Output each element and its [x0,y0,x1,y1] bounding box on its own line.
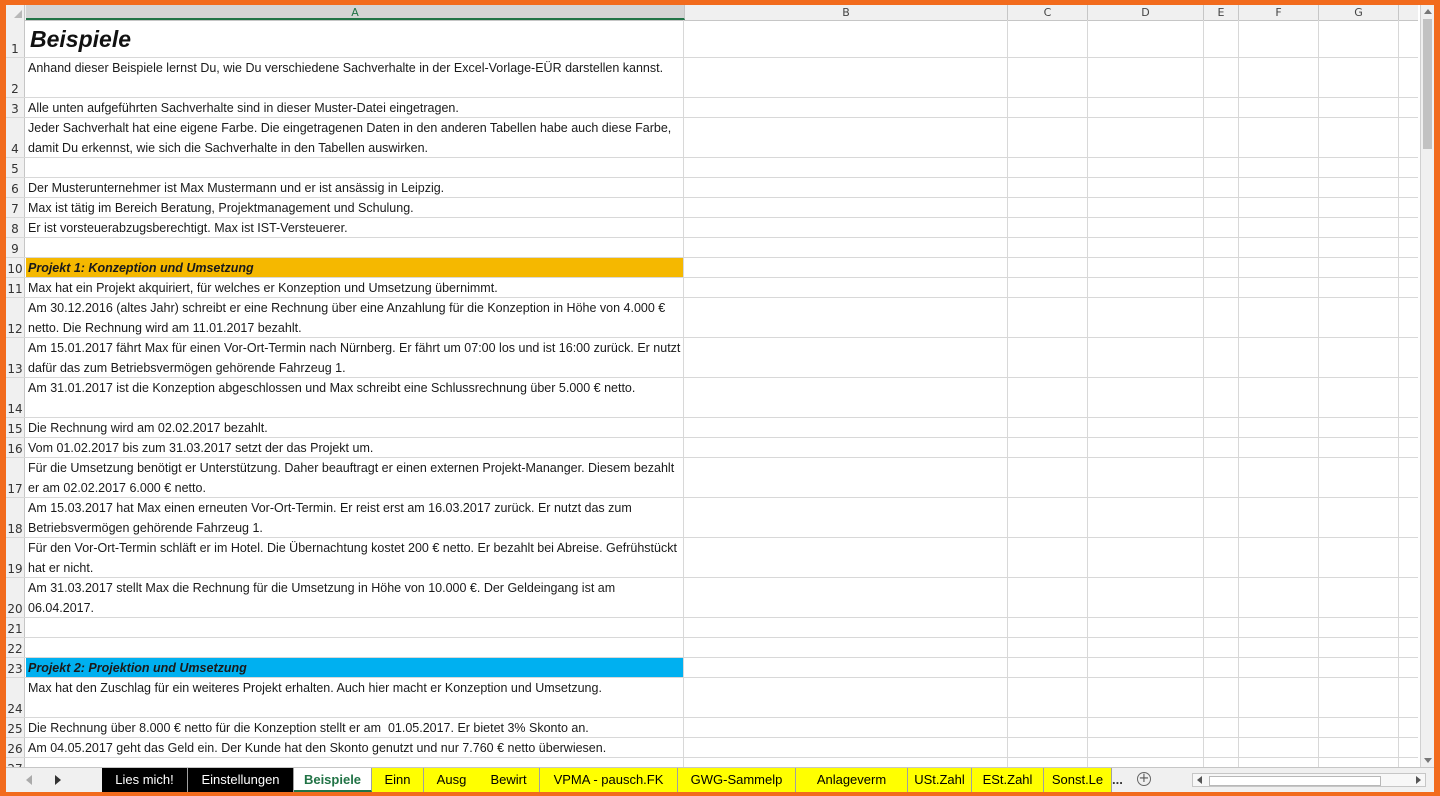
gridline [1238,718,1239,737]
gridline [1087,678,1088,717]
gridline [1203,98,1204,117]
gridline [1318,578,1319,617]
row-header[interactable]: 3 [6,98,25,117]
gridline [1203,638,1204,657]
gridline [1087,20,1088,57]
row-header[interactable]: 19 [6,538,25,577]
sheet-row [6,678,1418,718]
column-header-b[interactable]: B [685,5,1008,20]
gridline [1318,278,1319,297]
gridline [1238,418,1239,437]
cell-a[interactable]: Am 31.01.2017 ist die Konzeption abgeschlossen und Max schreibt eine Schlussrechnung über 5.000 € netto. [26,378,684,417]
gridline [1203,258,1204,277]
gridline [1398,20,1399,57]
row-header[interactable]: 7 [6,198,25,217]
row-header[interactable]: 13 [6,338,25,377]
cell-a[interactable] [26,638,684,657]
column-header-c[interactable]: C [1008,5,1088,20]
gridline [1007,618,1008,637]
gridline [1007,578,1008,617]
gridline [1318,238,1319,257]
gridline [1398,238,1399,257]
sheet-rows [6,20,1418,778]
gridline [1087,338,1088,377]
gridline [1398,578,1399,617]
gridline [1087,378,1088,417]
gridline [1203,20,1204,57]
row-header[interactable]: 12 [6,298,25,337]
gridline [1318,638,1319,657]
gridline [1203,618,1204,637]
cell-a[interactable]: Die Rechnung über 8.000 € netto für die Konzeption stellt er am 01.05.2017. Er bietet 3% Skonto an. [26,718,684,737]
gridline [1087,118,1088,157]
sheet-row [6,198,1418,218]
sheet-tab[interactable]: Beispiele [294,768,372,792]
gridline [1203,338,1204,377]
gridline [1203,118,1204,157]
gridline [1087,658,1088,677]
gridline [1398,678,1399,717]
gridline [1318,498,1319,537]
gridline [1318,338,1319,377]
select-all-corner[interactable] [6,5,25,20]
cell-a[interactable]: Am 30.12.2016 (altes Jahr) schreibt er eine Rechnung über eine Anzahlung für die Konzeption in Höhe von 4.000 € netto. Die Rechnung wird am 11.01.2017 bezahlt. [26,298,684,337]
row-header[interactable]: 6 [6,178,25,197]
gridline [1398,538,1399,577]
cell-a[interactable] [26,158,684,177]
sheet-row [6,418,1418,438]
gridline [1238,58,1239,97]
gridline [1087,258,1088,277]
gridline [1398,298,1399,337]
gridline [1398,618,1399,637]
sheet-tab[interactable]: GWG-Sammelp [678,768,796,792]
gridline [1238,218,1239,237]
gridline [1203,298,1204,337]
cell-a[interactable] [26,238,684,257]
vertical-scroll-thumb[interactable] [1423,19,1432,149]
add-sheet-icon[interactable]: + [1138,771,1150,786]
gridline [1087,238,1088,257]
gridline [1238,20,1239,57]
sheet-row [6,638,1418,658]
sheet-row [6,378,1418,418]
gridline [1087,578,1088,617]
gridline [1398,158,1399,177]
gridline [1087,438,1088,457]
gridline [1238,258,1239,277]
gridline [1238,118,1239,157]
gridline [1318,118,1319,157]
gridline [1203,438,1204,457]
gridline [1398,418,1399,437]
gridline [1007,458,1008,497]
cell-a[interactable]: Am 04.05.2017 geht das Geld ein. Der Kunde hat den Skonto genutzt und nur 7.760 € netto überwiesen. [26,738,684,757]
gridline [1007,98,1008,117]
gridline [1007,158,1008,177]
gridline [1203,198,1204,217]
gridline [1203,738,1204,757]
gridline [1318,738,1319,757]
column-header-g[interactable]: G [1319,5,1399,20]
row-header[interactable]: 11 [6,278,25,297]
cell-a[interactable]: Vom 01.02.2017 bis zum 31.03.2017 setzt der das Projekt um. [26,438,684,457]
gridline [1087,278,1088,297]
sheet-row [6,158,1418,178]
gridline [1238,198,1239,217]
gridline [1318,658,1319,677]
sheet-row [6,718,1418,738]
gridline [1007,278,1008,297]
gridline [1007,20,1008,57]
gridline [1087,538,1088,577]
gridline [1398,118,1399,157]
sheet-row [6,98,1418,118]
sheet-tab[interactable]: Einstellungen [188,768,294,792]
gridline [1087,718,1088,737]
sheet-tab-bar [6,767,1434,792]
gridline [1007,178,1008,197]
gridline [1087,198,1088,217]
gridline [1318,618,1319,637]
gridline [1203,418,1204,437]
section-heading-cell[interactable]: Projekt 1: Konzeption und Umsetzung [26,258,684,277]
horizontal-scrollbar[interactable] [1192,773,1426,787]
gridline [1398,338,1399,377]
sheet-row [6,258,1418,278]
cell-a[interactable]: Alle unten aufgeführten Sachverhalte sind in dieser Muster-Datei eingetragen. [26,98,684,117]
cell-a[interactable]: Der Musterunternehmer ist Max Mustermann und er ist ansässig in Leipzig. [26,178,684,197]
gridline [1007,298,1008,337]
gridline [1398,258,1399,277]
gridline [1238,578,1239,617]
scroll-right-icon[interactable] [1416,776,1421,784]
row-header[interactable]: 4 [6,118,25,157]
gridline [1087,458,1088,497]
gridline [1007,58,1008,97]
cell-a[interactable]: Für den Vor-Ort-Termin schläft er im Hotel. Die Übernachtung kostet 200 € netto. Er bezahlt bei Abreise. Gefrühstückt hat er nicht. [26,538,684,577]
gridline [1087,218,1088,237]
gridline [1318,538,1319,577]
row-header[interactable]: 22 [6,638,25,657]
gridline [1398,458,1399,497]
gridline [1318,378,1319,417]
sheet-row [6,498,1418,538]
gridline [1318,418,1319,437]
gridline [1203,498,1204,537]
gridline [1087,738,1088,757]
scroll-up-icon[interactable] [1424,9,1432,14]
next-sheet-icon[interactable] [55,775,61,785]
gridline [1238,98,1239,117]
gridline [1398,718,1399,737]
sheet-row [6,20,1418,58]
gridline [1238,338,1239,377]
gridline [1203,278,1204,297]
gridline [1398,438,1399,457]
gridline [1398,378,1399,417]
more-sheets-button[interactable]: ... [1112,772,1123,787]
gridline [1007,418,1008,437]
row-header[interactable]: 21 [6,618,25,637]
gridline [1238,678,1239,717]
row-header[interactable]: 14 [6,378,25,417]
gridline [1238,618,1239,637]
sheet-row [6,298,1418,338]
gridline [1318,298,1319,337]
sheet-tab[interactable]: Sonst.Le [1044,768,1112,792]
sheet-row [6,238,1418,258]
gridline [1238,298,1239,337]
sheet-tab[interactable]: ESt.Zahl [972,768,1044,792]
column-header-bar [6,5,1418,21]
row-header[interactable]: 1 [6,20,25,57]
gridline [1238,378,1239,417]
gridline [1398,738,1399,757]
gridline [1398,58,1399,97]
gridline [1318,258,1319,277]
cell-a[interactable]: Jeder Sachverhalt hat eine eigene Farbe. Die eingetragenen Daten in den anderen Tabellen habe auch diese Farbe, damit Du erkennst, wie sich die Sachverhalte in den Tabellen auswirken. [26,118,684,157]
cell-a[interactable] [26,618,684,637]
gridline [1318,218,1319,237]
cell-a[interactable]: Max hat ein Projekt akquiriert, für welches er Konzeption und Umsetzung übernimmt. [26,278,684,297]
sheet-tab[interactable]: Ausg [424,768,480,792]
gridline [1318,178,1319,197]
row-header[interactable]: 5 [6,158,25,177]
gridline [1318,58,1319,97]
gridline [1238,638,1239,657]
gridline [1007,258,1008,277]
gridline [1318,678,1319,717]
row-header[interactable]: 2 [6,58,25,97]
sheet-row [6,338,1418,378]
horizontal-scroll-thumb[interactable] [1209,776,1381,786]
gridline [1087,498,1088,537]
row-header[interactable]: 16 [6,438,25,457]
row-header[interactable]: 9 [6,238,25,257]
row-header[interactable]: 15 [6,418,25,437]
cell-a[interactable]: Am 15.01.2017 fährt Max für einen Vor-Ort-Termin nach Nürnberg. Er fährt um 07:00 los und ist 16:00 zurück. Er nutzt dafür das zum Betriebsvermögen gehörende Fahrzeug 1. [26,338,684,377]
gridline [1318,438,1319,457]
gridline [1203,58,1204,97]
row-header[interactable]: 24 [6,678,25,717]
gridline [1087,618,1088,637]
gridline [1318,98,1319,117]
gridline [1203,658,1204,677]
gridline [1087,298,1088,337]
sheet-row [6,278,1418,298]
column-header-f[interactable]: F [1239,5,1319,20]
scroll-down-icon[interactable] [1424,758,1432,763]
cell-a[interactable]: Anhand dieser Beispiele lernst Du, wie Du verschiedene Sachverhalte in der Excel-Vorlage-EÜR darstellen kannst. [26,58,684,97]
gridline [1238,438,1239,457]
sheet-row [6,618,1418,638]
row-header[interactable]: 8 [6,218,25,237]
row-header[interactable]: 17 [6,458,25,497]
sheet-title-cell[interactable]: Beispiele [26,20,684,57]
gridline [1007,218,1008,237]
gridline [1007,238,1008,257]
gridline [1238,238,1239,257]
gridline [1238,458,1239,497]
gridline [1398,658,1399,677]
vertical-scrollbar[interactable] [1420,5,1434,767]
gridline [1203,678,1204,717]
gridline [1007,658,1008,677]
gridline [1007,338,1008,377]
gridline [1238,498,1239,537]
sheet-row [6,458,1418,498]
gridline [1203,178,1204,197]
sheet-row [6,438,1418,458]
sheet-row [6,738,1418,758]
gridline [1238,178,1239,197]
gridline [1087,98,1088,117]
sheet-row [6,178,1418,198]
gridline [1007,378,1008,417]
row-header[interactable]: 25 [6,718,25,737]
row-header[interactable]: 23 [6,658,25,677]
sheet-tab[interactable]: Bewirt [478,768,540,792]
gridline [1203,538,1204,577]
column-header-a[interactable]: A [26,5,685,20]
gridline [1203,378,1204,417]
gridline [1238,658,1239,677]
spreadsheet-grid[interactable] [6,5,1434,767]
sheet-tab[interactable]: Anlageverm [796,768,908,792]
gridline [1007,638,1008,657]
sheet-tab[interactable]: Lies mich! [102,768,188,792]
gridline [1398,218,1399,237]
gridline [1007,538,1008,577]
gridline [1087,58,1088,97]
gridline [1238,538,1239,577]
row-header[interactable]: 10 [6,258,25,277]
cell-a[interactable]: Für die Umsetzung benötigt er Unterstützung. Daher beauftragt er einen externen Projekt-Mananger. Diesem bezahlt er am 02.02.2017 6.000 € netto. [26,458,684,497]
gridline [1238,278,1239,297]
gridline [1318,198,1319,217]
gridline [1398,178,1399,197]
gridline [1318,158,1319,177]
gridline [1203,158,1204,177]
gridline [1238,158,1239,177]
gridline [1087,418,1088,437]
sheet-row [6,658,1418,678]
gridline [1007,678,1008,717]
gridline [1203,718,1204,737]
cell-a[interactable]: Die Rechnung wird am 02.02.2017 bezahlt. [26,418,684,437]
gridline [1087,638,1088,657]
gridline [1087,178,1088,197]
gridline [1318,718,1319,737]
scroll-left-icon[interactable] [1197,776,1202,784]
row-header[interactable]: 26 [6,738,25,757]
gridline [1007,738,1008,757]
cell-a[interactable]: Er ist vorsteuerabzugsberechtigt. Max ist IST-Versteuerer. [26,218,684,237]
gridline [1398,98,1399,117]
row-header[interactable]: 18 [6,498,25,537]
sheet-tab[interactable]: Einn [372,768,424,792]
gridline [1203,218,1204,237]
gridline [1318,458,1319,497]
gridline [1007,118,1008,157]
gridline [1318,20,1319,57]
gridline [1203,578,1204,617]
gridline [1007,198,1008,217]
sheet-row [6,538,1418,578]
gridline [1007,718,1008,737]
sheet-row [6,58,1418,98]
previous-sheet-icon[interactable] [26,775,32,785]
gridline [1398,498,1399,537]
gridline [1398,638,1399,657]
gridline [1398,198,1399,217]
gridline [1007,438,1008,457]
sheet-tab[interactable]: USt.Zahl [908,768,972,792]
column-header-d[interactable]: D [1088,5,1204,20]
row-header[interactable]: 20 [6,578,25,617]
sheet-row [6,118,1418,158]
column-header-e[interactable]: E [1204,5,1239,20]
cell-a[interactable]: Max ist tätig im Bereich Beratung, Projektmanagement und Schulung. [26,198,684,217]
cell-a[interactable]: Am 31.03.2017 stellt Max die Rechnung für die Umsetzung in Höhe von 10.000 €. Der Geldeingang ist am 06.04.2017. [26,578,684,617]
sheet-tab[interactable]: VPMA - pausch.FK [540,768,678,792]
gridline [1238,738,1239,757]
gridline [1007,498,1008,537]
sheet-row [6,218,1418,238]
gridline [1203,238,1204,257]
gridline [1398,278,1399,297]
cell-a[interactable]: Am 15.03.2017 hat Max einen erneuten Vor-Ort-Termin. Er reist erst am 16.03.2017 zurück. Er nutzt das zum Betriebsvermögen gehörende Fahrzeug 1. [26,498,684,537]
gridline [1087,158,1088,177]
cell-a[interactable]: Max hat den Zuschlag für ein weiteres Projekt erhalten. Auch hier macht er Konzeption und Umsetzung. [26,678,684,717]
section-heading-cell[interactable]: Projekt 2: Projektion und Umsetzung [26,658,684,677]
gridline [1203,458,1204,497]
sheet-row [6,578,1418,618]
